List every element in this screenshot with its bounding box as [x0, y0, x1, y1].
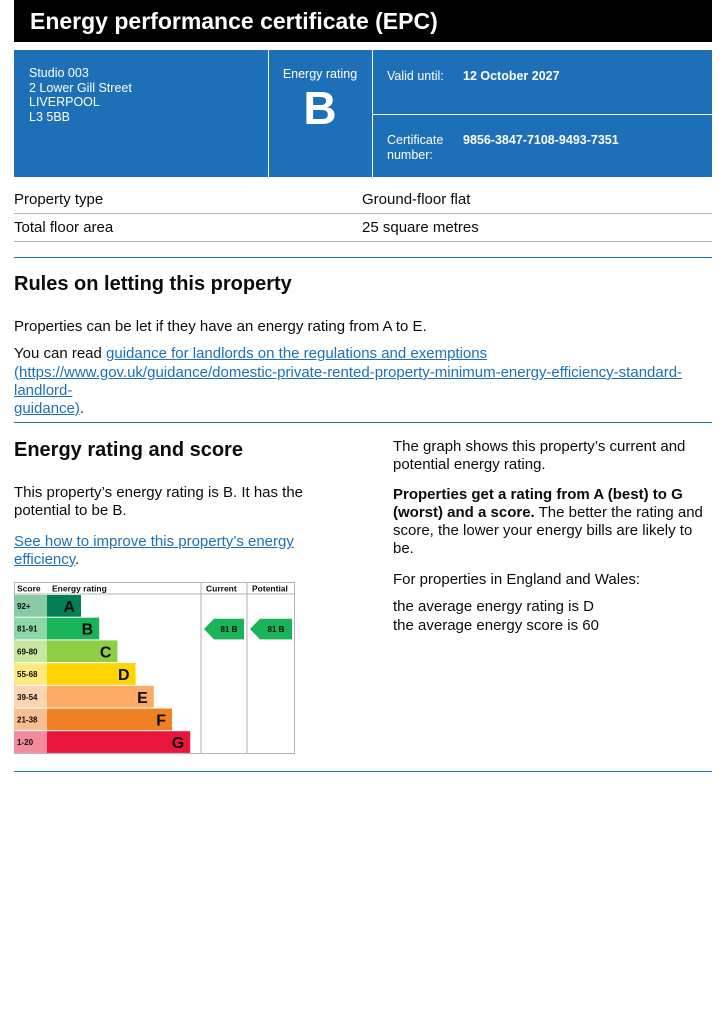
section-divider: [14, 422, 712, 423]
energy-heading: Energy rating and score: [14, 439, 243, 461]
chart-header: Potential: [252, 583, 288, 594]
score-range-label: 1-20: [17, 738, 34, 748]
energy-rating-label: Energy rating: [282, 67, 358, 81]
rating-band-letter: A: [63, 599, 75, 616]
guidance-url-link-cont[interactable]: guidance): [14, 400, 80, 417]
rating-band-letter: B: [81, 621, 94, 639]
chart-header: Score: [17, 583, 41, 594]
certificate-summary-box: [14, 50, 712, 177]
improve-efficiency-link[interactable]: See how to improve this property’s energy efficiency: [14, 533, 294, 568]
letting-paragraph: Properties can be let if they have an energy rating from A to E.: [14, 318, 427, 335]
address-line: 2 Lower Gill Street: [29, 80, 132, 95]
valid-until-label: Valid until:: [387, 69, 444, 83]
rating-band-bar: [47, 709, 172, 731]
title-bar: [14, 0, 712, 42]
energy-rating-letter: B: [303, 82, 337, 134]
current-arrow-label: 81 B: [220, 625, 238, 635]
address-line: Studio 003: [29, 66, 89, 80]
certificate-number-value: 9856-3847-7108-9493-7351: [463, 133, 619, 147]
improve-paragraph: [14, 533, 334, 569]
energy-rating-chart: [14, 582, 296, 756]
rating-band-bar: [47, 731, 190, 753]
rating-band-letter: F: [156, 712, 166, 730]
table-row: [14, 214, 712, 242]
letting-guidance-paragraph: [14, 345, 712, 363]
guidance-link[interactable]: guidance for landlords on the regulations and exemptions: [106, 345, 488, 362]
improve-suffix: .: [75, 551, 80, 568]
property-address: [29, 66, 132, 124]
letting-heading: Rules on letting this property: [14, 273, 292, 295]
rating-band-letter: C: [99, 644, 112, 662]
guidance-url-paragraph: [14, 364, 712, 418]
score-range-label: 81-91: [17, 624, 38, 634]
section-divider: [14, 257, 712, 258]
rating-explanation-bold: Properties get a rating from A (best) to G (worst) and a score.: [393, 486, 683, 521]
certificate-number-label: Certificate number:: [387, 133, 444, 162]
energy-rating-paragraph: This property’s energy rating is B. It has the potential to be B.: [14, 484, 304, 519]
page-title: Energy performance certificate (EPC): [30, 8, 438, 34]
guidance-suffix: .: [79, 400, 85, 417]
rating-band-letter: E: [137, 689, 148, 707]
guidance-prefix: You can read: [14, 345, 107, 362]
score-range-label: 55-68: [17, 670, 38, 680]
score-range-label: 69-80: [17, 647, 38, 657]
row-value: Ground-floor flat: [362, 191, 471, 208]
potential-arrow-label: 81 B: [267, 625, 285, 635]
rating-band-letter: G: [171, 735, 185, 753]
address-line: LIVERPOOL: [29, 95, 100, 109]
address-line: L3 5BB: [29, 109, 71, 124]
section-divider: [14, 771, 712, 772]
score-range-label: 21-38: [17, 715, 38, 725]
table-row: [14, 186, 712, 214]
property-summary-table: [14, 186, 712, 242]
divider: [373, 114, 712, 115]
england-wales-note: For properties in England and Wales:: [393, 571, 641, 588]
row-value: 25 square metres: [362, 219, 479, 236]
average-score: the average energy score is 60: [393, 617, 599, 634]
rating-explanation-rest: The better the rating and score, the lower your energy bills are likely to be.: [393, 504, 703, 557]
average-rating: the average energy rating is D: [393, 598, 594, 615]
graph-explanation: The graph shows this property’s current and potential energy rating.: [393, 438, 686, 473]
row-key: Property type: [14, 191, 104, 208]
chart-header: Energy rating: [52, 583, 107, 594]
rating-band-letter: D: [118, 667, 130, 685]
score-range-label: 39-54: [17, 692, 38, 702]
guidance-url-link[interactable]: (https://www.gov.uk/guidance/domestic-private-rented-property-minimum-energy-efficiency-standard-landlord-: [14, 364, 683, 399]
row-key: Total floor area: [14, 219, 114, 236]
valid-until-value: 12 October 2027: [463, 69, 560, 83]
score-range-label: 92+: [17, 602, 31, 611]
rating-explanation: [393, 486, 713, 558]
chart-header: Current: [206, 583, 237, 594]
